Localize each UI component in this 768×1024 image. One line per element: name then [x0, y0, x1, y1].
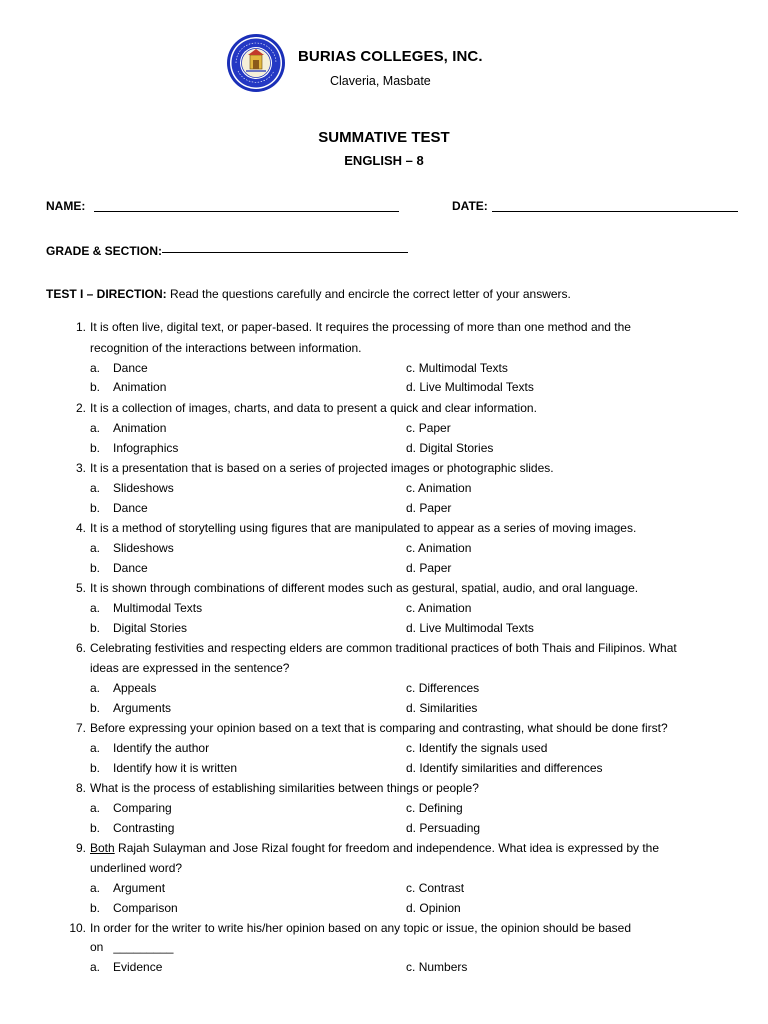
- option-c[interactable]: c. Differences: [406, 681, 480, 695]
- direction-text: Read the questions carefully and encircle the correct letter of your answers.: [166, 287, 571, 301]
- question-text: It is a collection of images, charts, and data to present a quick and clear information.: [90, 401, 537, 415]
- question-text: It is shown through combinations of different modes such as gestural, spatial, audio, and oral language.: [90, 581, 639, 595]
- direction-label: TEST I – DIRECTION:: [46, 287, 167, 301]
- option-d[interactable]: d. Live Multimodal Texts: [406, 380, 534, 394]
- option-a[interactable]: a. Identify the author: [90, 741, 210, 755]
- option-a[interactable]: a. Animation: [90, 421, 167, 435]
- question-text: In order for the writer to write his/her opinion based on any topic or issue, the opinion should be based: [90, 921, 631, 935]
- option-d[interactable]: d. Paper: [406, 561, 452, 575]
- question-text-cont: underlined word?: [90, 861, 183, 875]
- option-b[interactable]: b. Digital Stories: [90, 621, 188, 635]
- question-text: Celebrating festivities and respecting elders are common traditional practices of both Thais and Filipinos. What: [90, 641, 677, 655]
- question-text-cont: on _________: [90, 940, 174, 954]
- option-a[interactable]: a. Multimodal Texts: [90, 601, 203, 615]
- question-7: [0, 718, 768, 778]
- answer-blank[interactable]: _________: [113, 940, 174, 954]
- question-number: 4.: [75, 521, 86, 535]
- school-logo: [226, 33, 286, 93]
- question-8: [0, 778, 768, 838]
- option-d[interactable]: d. Similarities: [406, 701, 478, 715]
- question-1: [0, 317, 768, 397]
- option-c[interactable]: c. Defining: [406, 801, 463, 815]
- option-b[interactable]: b. Comparison: [90, 901, 178, 915]
- option-d[interactable]: d. Live Multimodal Texts: [406, 621, 534, 635]
- option-d[interactable]: d. Persuading: [406, 821, 481, 835]
- option-b[interactable]: b. Animation: [90, 380, 167, 394]
- question-6: [0, 638, 768, 718]
- option-a[interactable]: a. Slideshows: [90, 481, 174, 495]
- question-number: 9.: [75, 841, 86, 855]
- question-text: Before expressing your opinion based on a text that is comparing and contrasting, what should be done first?: [90, 721, 668, 735]
- name-line[interactable]: [94, 211, 399, 212]
- question-text: Both Rajah Sulayman and Jose Rizal fought for freedom and independence. What idea is expressed by the: [90, 841, 660, 855]
- question-text: What is the process of establishing similarities between things or people?: [90, 781, 479, 795]
- option-b[interactable]: b. Dance: [90, 561, 148, 575]
- question-9: [0, 838, 768, 918]
- question-number: 10.: [69, 921, 86, 935]
- question-4: [0, 518, 768, 578]
- date-label: DATE:: [452, 199, 488, 213]
- option-d[interactable]: d. Paper: [406, 501, 452, 515]
- school-location: Claveria, Masbate: [330, 74, 431, 88]
- option-a[interactable]: a. Slideshows: [90, 541, 174, 555]
- option-b[interactable]: b. Contrasting: [90, 821, 175, 835]
- question-5: [0, 578, 768, 638]
- question-number: 7.: [75, 721, 86, 735]
- question-text: It is often live, digital text, or paper-based. It requires the processing of more than one method and the: [90, 320, 631, 334]
- option-c[interactable]: c. Contrast: [406, 881, 465, 895]
- option-a[interactable]: a. Evidence: [90, 960, 163, 974]
- option-b[interactable]: b. Identify how it is written: [90, 761, 238, 775]
- school-name: BURIAS COLLEGES, INC.: [298, 48, 483, 65]
- option-c[interactable]: c. Identify the signals used: [406, 741, 548, 755]
- option-c[interactable]: c. Paper: [406, 421, 451, 435]
- question-2: [0, 398, 768, 458]
- test-title: SUMMATIVE TEST: [318, 129, 450, 146]
- option-b[interactable]: b. Dance: [90, 501, 148, 515]
- option-a[interactable]: a. Dance: [90, 361, 148, 375]
- option-b[interactable]: b. Arguments: [90, 701, 172, 715]
- option-a[interactable]: a. Argument: [90, 881, 166, 895]
- option-d[interactable]: d. Opinion: [406, 901, 461, 915]
- question-number: 2.: [75, 401, 86, 415]
- test-direction: [46, 287, 571, 301]
- option-c[interactable]: c. Animation: [406, 601, 472, 615]
- option-c[interactable]: c. Animation: [406, 481, 472, 495]
- question-number: 6.: [75, 641, 86, 655]
- option-d[interactable]: d. Identify similarities and differences: [406, 761, 603, 775]
- question-text-cont: recognition of the interactions between information.: [90, 341, 362, 355]
- option-c[interactable]: c. Multimodal Texts: [406, 361, 508, 375]
- option-a[interactable]: a. Comparing: [90, 801, 172, 815]
- underlined-word: Both: [90, 841, 115, 855]
- question-text-cont: ideas are expressed in the sentence?: [90, 661, 290, 675]
- date-line[interactable]: [492, 211, 738, 212]
- name-label: NAME:: [46, 199, 86, 213]
- subject-title: ENGLISH – 8: [344, 153, 424, 168]
- option-b[interactable]: b. Infographics: [90, 441, 179, 455]
- question-text: It is a presentation that is based on a series of projected images or photographic slides.: [90, 461, 554, 475]
- grade-section-line[interactable]: [162, 252, 408, 253]
- option-d[interactable]: d. Digital Stories: [406, 441, 494, 455]
- option-c[interactable]: c. Numbers: [406, 960, 468, 974]
- question-number: 5.: [75, 581, 86, 595]
- grade-section-label: GRADE & SECTION:: [46, 244, 163, 258]
- question-text: It is a method of storytelling using figures that are manipulated to appear as a series of moving images.: [90, 521, 637, 535]
- question-number: 8.: [75, 781, 86, 795]
- option-a[interactable]: a. Appeals: [90, 681, 157, 695]
- question-10: [0, 918, 768, 980]
- question-3: [0, 458, 768, 518]
- question-number: 1.: [75, 320, 86, 334]
- question-number: 3.: [75, 461, 86, 475]
- option-c[interactable]: c. Animation: [406, 541, 472, 555]
